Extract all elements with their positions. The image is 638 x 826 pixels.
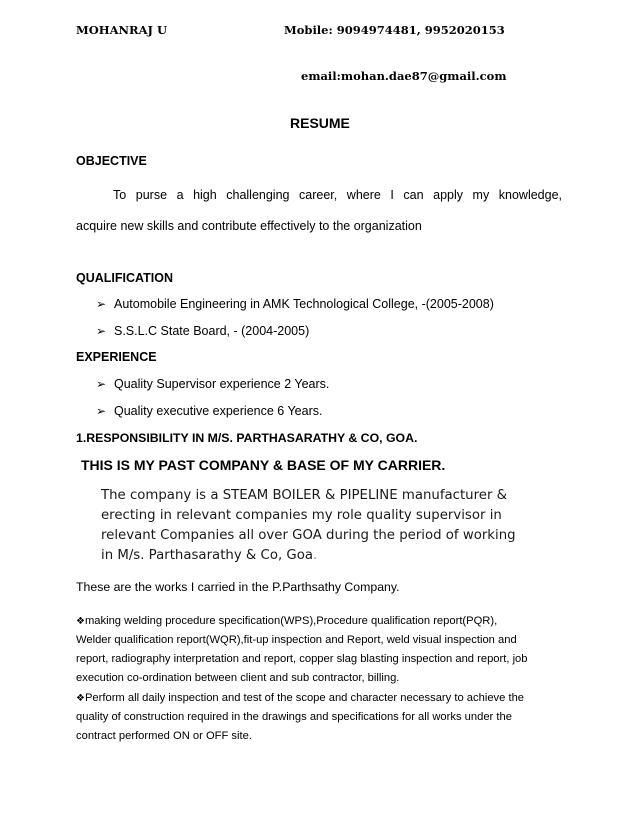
arrow-bullet-icon: ➢ bbox=[96, 297, 107, 311]
page-title: RESUME bbox=[290, 115, 350, 131]
works-intro: These are the works I carried in the P.Parthsathy Company. bbox=[76, 580, 400, 594]
work-line: quality of construction required in the drawings and specifications for all works under the bbox=[76, 711, 512, 723]
diamond-bullet-icon: ❖ bbox=[76, 693, 85, 704]
work-line: Perform all daily inspection and test of the scope and character necessary to achieve the bbox=[84, 692, 525, 704]
work-line: making welding procedure specification(WPS),Procedure qualification report(PQR), bbox=[84, 615, 498, 627]
qualification-item bbox=[96, 297, 494, 311]
arrow-bullet-icon: ➢ bbox=[96, 324, 107, 338]
experience-text: Quality executive experience 6 Years. bbox=[114, 404, 323, 418]
objective-line-1: To purse a high challenging career, where I can apply my knowledge, bbox=[113, 188, 562, 202]
experience-item bbox=[96, 377, 329, 391]
experience-text: Quality Supervisor experience 2 Years. bbox=[114, 377, 330, 391]
work-item-inspection bbox=[76, 689, 566, 746]
past-company-highlight: THIS IS MY PAST COMPANY & BASE OF MY CARRIER. bbox=[81, 457, 446, 473]
qualification-item bbox=[96, 324, 309, 338]
arrow-bullet-icon: ➢ bbox=[96, 404, 107, 418]
work-item-welding bbox=[76, 612, 566, 688]
work-line: report, radiography interpretation and report, copper slag blasting inspection and report, job bbox=[76, 653, 528, 665]
experience-heading: EXPERIENCE bbox=[76, 350, 157, 364]
objective-line-2: acquire new skills and contribute effectively to the organization bbox=[76, 219, 422, 233]
company-line: relevant Companies all over GOA during the period of working bbox=[101, 528, 516, 543]
work-line: execution co-ordination between client and sub contractor, billing. bbox=[76, 672, 400, 684]
mobile-numbers: Mobile: 9094974481, 9952020153 bbox=[284, 23, 505, 37]
work-line: contract performed ON or OFF site. bbox=[76, 730, 252, 742]
responsibility-heading: 1.RESPONSIBILITY IN M/S. PARTHASARATHY & CO, GOA. bbox=[76, 431, 418, 445]
company-line: erecting in relevant companies my role quality supervisor in bbox=[101, 508, 502, 523]
objective-heading: OBJECTIVE bbox=[76, 154, 147, 168]
arrow-bullet-icon: ➢ bbox=[96, 377, 107, 391]
email-address: email:mohan.dae87@gmail.com bbox=[301, 69, 507, 83]
diamond-bullet-icon: ❖ bbox=[76, 616, 85, 627]
qualification-text: S.S.L.C State Board, - (2004-2005) bbox=[114, 324, 310, 338]
experience-item bbox=[96, 404, 322, 418]
qualification-heading: QUALIFICATION bbox=[76, 271, 173, 285]
work-line: Welder qualification report(WQR),fit-up inspection and Report, weld visual inspection and bbox=[76, 634, 517, 646]
candidate-name: MOHANRAJ U bbox=[76, 23, 168, 37]
company-line: The company is a STEAM BOILER & PIPELINE manufacturer & bbox=[101, 488, 508, 503]
company-line-end: . bbox=[313, 548, 318, 563]
company-line: in M/s. Parthasarathy & Co, Goa bbox=[101, 548, 313, 563]
company-description bbox=[101, 486, 571, 566]
qualification-text: Automobile Engineering in AMK Technological College, -(2005-2008) bbox=[114, 297, 494, 311]
